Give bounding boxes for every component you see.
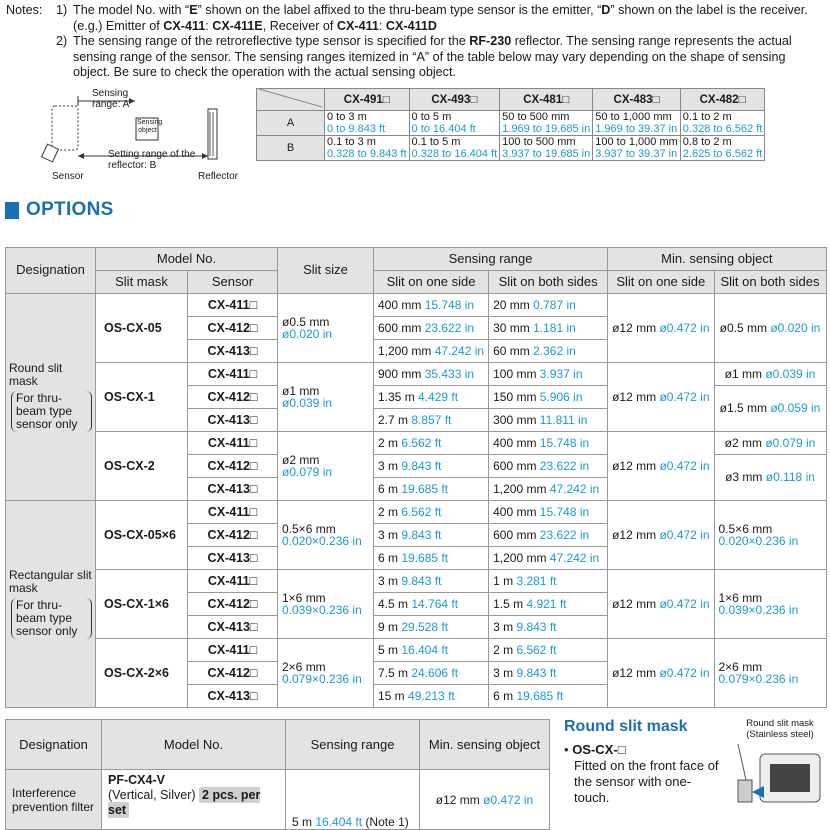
range-both-sides: 600 mm 23.622 in — [489, 455, 608, 478]
range-one-side: 400 mm 15.748 in — [374, 294, 489, 317]
header-one-side: Slit on one side — [374, 271, 489, 294]
range-one-side: 900 mm 35.433 in — [374, 363, 489, 386]
note-number: 2) — [56, 34, 68, 48]
range-both-sides: 3 m 9.843 ft — [489, 616, 608, 639]
min-both-sides-cell: ø1 mm ø0.039 in — [714, 363, 826, 386]
slit-size-cell: ø0.5 mm ø0.020 in — [278, 294, 374, 363]
designation-cell: Round slit mask For thru-beam type sensor only — [6, 294, 96, 501]
bt-range: 5 m 16.404 ft (Note 1) — [286, 770, 420, 830]
options-table — [5, 247, 827, 708]
range-both-sides: 3 m 9.843 ft — [489, 662, 608, 685]
sensor-model: CX-413□ — [188, 616, 278, 639]
min-one-side-cell: ø12 mm ø0.472 in — [608, 294, 714, 363]
range-cell: 50 to 1,000 mm 1.969 to 39.37 in — [593, 111, 681, 136]
note-2: The sensing range of the retroreflective type sensor is specified for the RF-230 reflector. The sensing range represents the actual sensing range of the sensor. The sensing ranges itemized in “A” of the table below may vary depending on the shape of sensing object. Be sure to check the operation with the actual sensing object. — [73, 34, 792, 79]
slit-size-cell: ø1 mm ø0.039 in — [278, 363, 374, 432]
bt-header-designation: Designation — [6, 720, 102, 770]
range-both-sides: 6 m 19.685 ft — [489, 685, 608, 708]
min-both-sides-cell: ø2 mm ø0.079 in — [714, 432, 826, 455]
round-slit-section — [564, 718, 719, 806]
range-one-side: 9 m 29.528 ft — [374, 616, 489, 639]
min-both-sides-cell: 1×6 mm 0.039×0.236 in — [714, 570, 826, 639]
range-row-label: A — [257, 111, 325, 136]
sensor-model: CX-413□ — [188, 340, 278, 363]
table-row — [6, 432, 827, 455]
sensor-model: CX-412□ — [188, 386, 278, 409]
table-row — [6, 501, 827, 524]
reflector-label: Reflector — [198, 171, 239, 182]
range-one-side: 4.5 m 14.764 ft — [374, 593, 489, 616]
designation-note: For thru-beam type sensor only — [11, 391, 92, 432]
header-model: Model No. — [96, 248, 278, 271]
sensor-model: CX-412□ — [188, 455, 278, 478]
header-min-one-side: Slit on one side — [608, 271, 714, 294]
round-slit-picture — [730, 718, 830, 808]
sensor-model: CX-413□ — [188, 685, 278, 708]
range-both-sides: 1.5 m 4.921 ft — [489, 593, 608, 616]
pic-label: Round slit mask (Stainless steel) — [746, 718, 814, 740]
sensor-model: CX-412□ — [188, 317, 278, 340]
range-one-side: 3 m 9.843 ft — [374, 570, 489, 593]
sensor-model: CX-411□ — [188, 501, 278, 524]
min-one-side-cell: ø12 mm ø0.472 in — [608, 570, 714, 639]
sensor-model: CX-413□ — [188, 547, 278, 570]
slit-size-cell: 1×6 mm 0.039×0.236 in — [278, 570, 374, 639]
table-row — [6, 294, 827, 317]
range-cell: 0.1 to 2 m 0.328 to 6.562 ft — [680, 111, 765, 136]
section-title — [5, 199, 114, 221]
sensor-model: CX-411□ — [188, 363, 278, 386]
slit-mask-model: OS-CX-2×6 — [96, 639, 188, 708]
range-both-sides: 20 mm 0.787 in — [489, 294, 608, 317]
slit-size-cell: 2×6 mm 0.079×0.236 in — [278, 639, 374, 708]
round-slit-body: • OS-CX-□ Fitted on the front face of the sensor with one-touch. — [564, 742, 719, 805]
table-row — [6, 639, 827, 662]
range-both-sides: 1,200 mm 47.242 in — [489, 547, 608, 570]
notes — [6, 3, 826, 81]
range-one-side: 1,200 mm 47.242 in — [374, 340, 489, 363]
min-both-sides-cell: 2×6 mm 0.079×0.236 in — [714, 639, 826, 708]
range-one-side: 2 m 6.562 ft — [374, 501, 489, 524]
min-one-side-cell: ø12 mm ø0.472 in — [608, 501, 714, 570]
range-one-side: 1.35 m 4.429 ft — [374, 386, 489, 409]
range-one-side: 15 m 49.213 ft — [374, 685, 489, 708]
bt-header-range: Sensing range — [286, 720, 420, 770]
range-both-sides: 400 mm 15.748 in — [489, 501, 608, 524]
header-designation: Designation — [6, 248, 96, 294]
bt-header-min: Min. sensing object — [420, 720, 550, 770]
sensor-with-mask-icon — [730, 740, 830, 800]
min-both-sides-cell: ø3 mm ø0.118 in — [714, 455, 826, 501]
range-cell: 100 to 1,000 mm 3.937 to 39.37 in — [593, 136, 681, 161]
designation-cell: Rectangular slit mask For thru-beam type sensor only — [6, 501, 96, 708]
range-one-side: 2.7 m 8.857 ft — [374, 409, 489, 432]
section-marker-icon — [5, 202, 19, 219]
header-sensing-range: Sensing range — [374, 248, 608, 271]
range-cell: 100 to 500 mm 3.937 to 19.685 in — [500, 136, 593, 161]
sensing-range-label: Sensing range: A — [92, 88, 130, 110]
range-both-sides: 600 mm 23.622 in — [489, 524, 608, 547]
range-one-side: 5 m 16.404 ft — [374, 639, 489, 662]
range-one-side: 7.5 m 24.606 ft — [374, 662, 489, 685]
sensing-diagram — [0, 84, 250, 189]
bt-model: PF-CX4-V (Vertical, Silver) 2 pcs. per set — [102, 770, 286, 830]
min-both-sides-cell: ø0.5 mm ø0.020 in — [714, 294, 826, 363]
range-one-side: 6 m 19.685 ft — [374, 547, 489, 570]
min-one-side-cell: ø12 mm ø0.472 in — [608, 639, 714, 708]
header-slit-mask: Slit mask — [96, 271, 188, 294]
header-min-both-sides: Slit on both sides — [714, 271, 826, 294]
range-cell: 50 to 500 mm 1.969 to 19.685 in — [500, 111, 593, 136]
min-both-sides-cell: 0.5×6 mm 0.020×0.236 in — [714, 501, 826, 570]
range-one-side: 2 m 6.562 ft — [374, 432, 489, 455]
slit-mask-model: OS-CX-2 — [96, 432, 188, 501]
sensor-model: CX-412□ — [188, 593, 278, 616]
min-both-sides-cell: ø1.5 mm ø0.059 in — [714, 386, 826, 432]
sensor-model: CX-413□ — [188, 478, 278, 501]
slit-size-cell: ø2 mm ø0.079 in — [278, 432, 374, 501]
sensing-object-label: Sensing object — [137, 119, 163, 134]
range-table-corner — [257, 89, 325, 111]
slit-mask-model: OS-CX-1 — [96, 363, 188, 432]
header-sensor: Sensor — [188, 271, 278, 294]
note-number: 1) — [56, 3, 68, 17]
header-both-sides: Slit on both sides — [489, 271, 608, 294]
sensor-model: CX-411□ — [188, 639, 278, 662]
range-header-1: CX-493□ — [409, 89, 500, 111]
round-slit-desc: Fitted on the front face of the sensor with one-touch. — [574, 758, 719, 805]
notes-label: Notes: — [6, 3, 43, 17]
table-row — [6, 570, 827, 593]
slit-mask-model: OS-CX-1×6 — [96, 570, 188, 639]
designation-note: For thru-beam type sensor only — [11, 598, 92, 639]
range-one-side: 6 m 19.685 ft — [374, 478, 489, 501]
slit-mask-model: OS-CX-05×6 — [96, 501, 188, 570]
range-both-sides: 100 mm 3.937 in — [489, 363, 608, 386]
range-header-3: CX-483□ — [593, 89, 681, 111]
bt-header-model: Model No. — [102, 720, 286, 770]
note-1: The model No. with “E” shown on the label affixed to the thru-beam type sensor is the emitter, “D” shown on the label is the receiver. — [73, 3, 808, 17]
min-one-side-cell: ø12 mm ø0.472 in — [608, 432, 714, 501]
header-min-object: Min. sensing object — [608, 248, 826, 271]
range-header-0: CX-491□ — [325, 89, 410, 111]
range-both-sides: 60 mm 2.362 in — [489, 340, 608, 363]
round-slit-title: Round slit mask — [564, 718, 688, 735]
table-row — [6, 363, 827, 386]
range-cell: 0.8 to 2 m 2.625 to 6.562 ft — [680, 136, 765, 161]
range-one-side: 3 m 9.843 ft — [374, 455, 489, 478]
sensor-model: CX-411□ — [188, 294, 278, 317]
range-one-side: 600 mm 23.622 in — [374, 317, 489, 340]
setting-range-label: Setting range of the reflector: B — [108, 149, 196, 171]
range-both-sides: 150 mm 5.906 in — [489, 386, 608, 409]
range-header-4: CX-482□ — [680, 89, 765, 111]
range-cell: 0 to 5 m 0 to 16.404 ft — [409, 111, 500, 136]
range-header-2: CX-481□ — [500, 89, 593, 111]
range-both-sides: 30 mm 1.181 in — [489, 317, 608, 340]
per-set-badge: 2 pcs. per set — [108, 788, 261, 817]
range-cell: 0 to 3 m 0 to 9.843 ft — [325, 111, 410, 136]
range-both-sides: 300 mm 11.811 in — [489, 409, 608, 432]
sensor-model: CX-412□ — [188, 524, 278, 547]
slit-mask-model: OS-CX-05 — [96, 294, 188, 363]
range-cell: 0.1 to 3 m 0.328 to 9.843 ft — [325, 136, 410, 161]
sensor-model: CX-411□ — [188, 432, 278, 455]
sensor-model: CX-413□ — [188, 409, 278, 432]
filter-table — [5, 719, 550, 830]
bt-designation: Interference prevention filter — [6, 770, 102, 830]
note-1-example: (e.g.) Emitter of CX-411: CX-411E, Receiver of CX-411: CX-411D — [73, 18, 438, 33]
header-slit-size: Slit size — [278, 248, 374, 294]
range-both-sides: 1,200 mm 47.242 in — [489, 478, 608, 501]
sensor-model: CX-412□ — [188, 662, 278, 685]
range-row-label: B — [257, 136, 325, 161]
range-cell: 0.1 to 5 m 0.328 to 16.404 ft — [409, 136, 500, 161]
sensor-model: CX-411□ — [188, 570, 278, 593]
range-both-sides: 400 mm 15.748 in — [489, 432, 608, 455]
sensor-label: Sensor — [52, 171, 84, 182]
bt-min: ø12 mm ø0.472 in — [420, 770, 550, 830]
range-table — [256, 88, 765, 161]
min-one-side-cell: ø12 mm ø0.472 in — [608, 363, 714, 432]
range-both-sides: 2 m 6.562 ft — [489, 639, 608, 662]
section-title-text: OPTIONS — [26, 199, 114, 220]
slit-size-cell: 0.5×6 mm 0.020×0.236 in — [278, 501, 374, 570]
range-one-side: 3 m 9.843 ft — [374, 524, 489, 547]
range-both-sides: 1 m 3.281 ft — [489, 570, 608, 593]
